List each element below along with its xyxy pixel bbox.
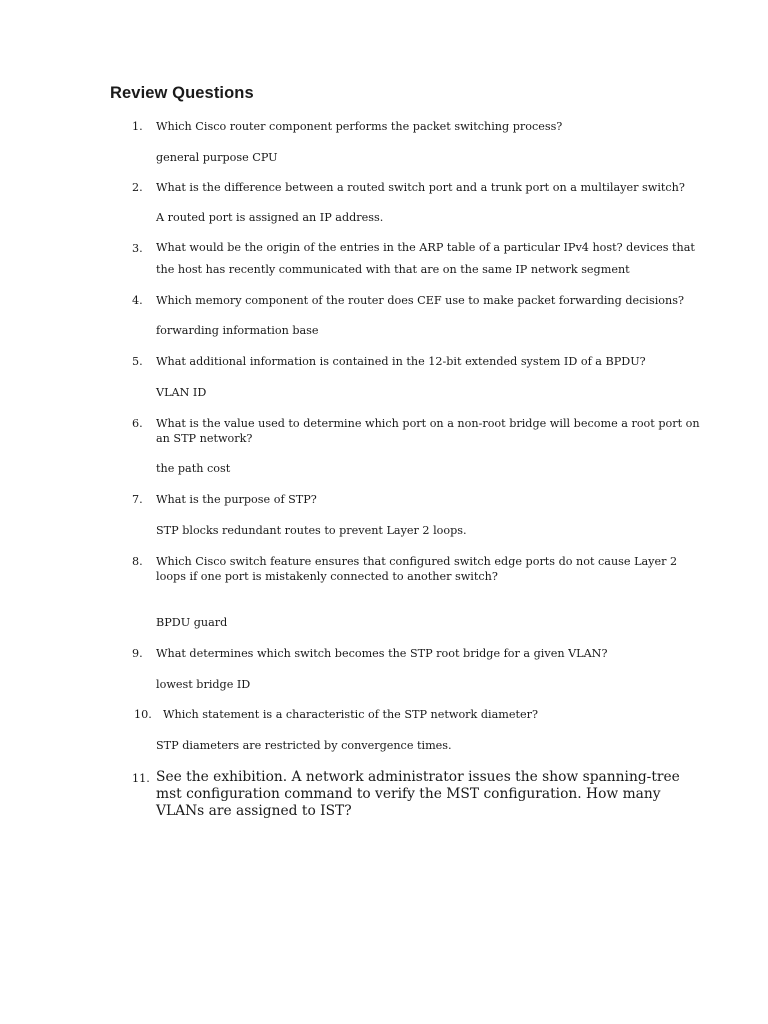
question-number: 6. [132,417,143,430]
answer-text: general purpose CPU [156,151,278,164]
question-text: What would be the origin of the entries in the ARP table of a particular IPv4 host? devices that the host has recently communicated with that are on the same IP network segment [156,241,695,276]
answer-text: STP blocks redundant routes to prevent Layer 2 loops. [156,524,467,537]
question-number: 7. [132,493,143,506]
question-text: Which Cisco router component performs the packet switching process? [156,120,563,133]
question-text: What is the purpose of STP? [156,493,317,506]
question-text: What is the value used to determine which port on a non-root bridge will become a root port on an STP network? [156,417,700,445]
answer-text: BPDU guard [156,616,228,629]
question-number: 1. [132,120,143,133]
answer-text: the path cost [156,462,231,475]
question-number: 9. [132,647,143,660]
question-text: What additional information is contained in the 12-bit extended system ID of a BPDU? [156,355,646,368]
question-number: 8. [132,555,143,568]
question-number: 3. [132,242,143,255]
question-text: What determines which switch becomes the STP root bridge for a given VLAN? [156,647,608,660]
answer-text: forwarding information base [156,324,319,337]
answer-text: lowest bridge ID [156,678,251,691]
page-title: Review Questions [110,84,254,102]
question-text: Which memory component of the router does CEF use to make packet forwarding decisions? [156,294,684,307]
question-number: 11. [132,772,150,785]
question-text: Which statement is a characteristic of the STP network diameter? [163,708,538,721]
answer-text: STP diameters are restricted by convergence times. [156,739,452,752]
question-number: 4. [132,294,143,307]
answer-text: VLAN ID [156,386,207,399]
question-text: See the exhibition. A network administrator issues the show spanning-tree mst configuration command to verify the MST configuration. How many VLANs are assigned to IST? [156,769,680,819]
answer-text: A routed port is assigned an IP address. [156,211,384,224]
question-number: 10. [134,708,152,721]
question-number: 5. [132,355,143,368]
question-text: Which Cisco switch feature ensures that configured switch edge ports do not cause Layer 2 loops if one port is mistakenly connected to another switch? [156,555,678,583]
question-text: What is the difference between a routed switch port and a trunk port on a multilayer switch? [156,181,685,194]
question-number: 2. [132,181,143,194]
